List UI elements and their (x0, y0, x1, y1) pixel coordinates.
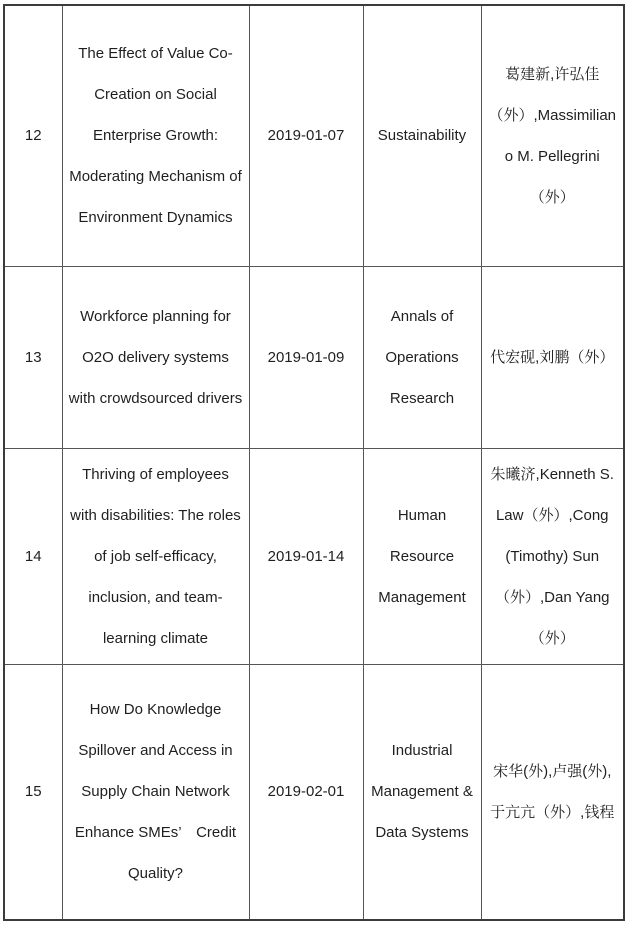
row-number-cell: 15 (4, 664, 62, 920)
journal-cell: Annals of Operations Research (363, 266, 481, 448)
publish-date-cell: 2019-01-14 (249, 448, 363, 664)
authors-cell: 宋华(外),卢强(外),于亢亢（外）,钱程 (481, 664, 624, 920)
authors-cell: 朱曦济,Kenneth S. Law（外）,Cong (Timothy) Sun（外）,Dan Yang（外） (481, 448, 624, 664)
title-cell: The Effect of Value Co-Creation on Social Enterprise Growth: Moderating Mechanism of Environment Dynamics (62, 5, 249, 266)
table-row (4, 266, 624, 448)
publications-table (3, 4, 625, 921)
publish-date-cell: 2019-02-01 (249, 664, 363, 920)
publish-date-cell: 2019-01-07 (249, 5, 363, 266)
title-cell: Thriving of employees with disabilities: The roles of job self-efficacy, inclusion, and team-learning climate (62, 448, 249, 664)
journal-cell: Sustainability (363, 5, 481, 266)
table-row (4, 664, 624, 920)
row-number-cell: 13 (4, 266, 62, 448)
authors-cell: 葛建新,许弘佳（外）,Massimiliano M. Pellegrini（外） (481, 5, 624, 266)
authors-cell: 代宏砚,刘鹏（外） (481, 266, 624, 448)
row-number-cell: 12 (4, 5, 62, 266)
publish-date-cell: 2019-01-09 (249, 266, 363, 448)
row-number-cell: 14 (4, 448, 62, 664)
title-cell: Workforce planning for O2O delivery systems with crowdsourced drivers (62, 266, 249, 448)
table-row (4, 5, 624, 266)
journal-cell: Industrial Management & Data Systems (363, 664, 481, 920)
title-cell: How Do Knowledge Spillover and Access in Supply Chain Network Enhance SMEs’ Credit Quality? (62, 664, 249, 920)
table-row (4, 448, 624, 664)
journal-cell: Human Resource Management (363, 448, 481, 664)
